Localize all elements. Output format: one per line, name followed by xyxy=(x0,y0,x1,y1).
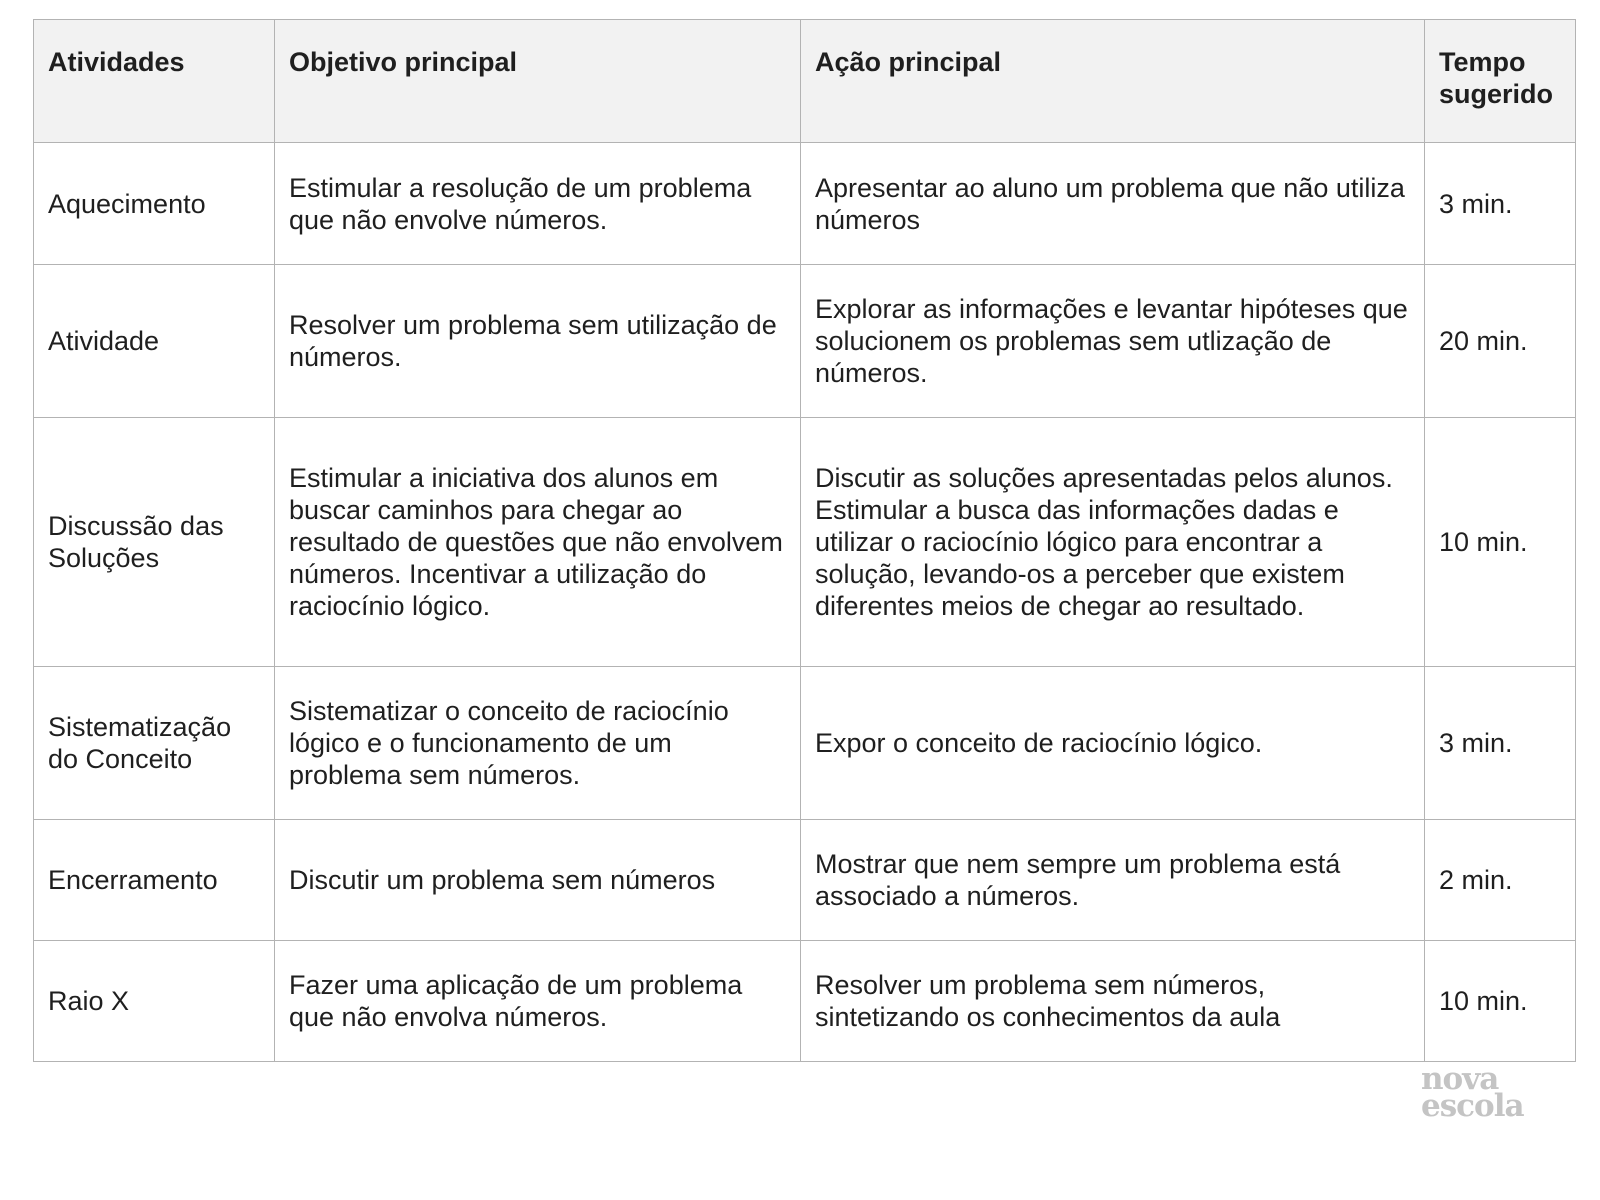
cell-tempo: 3 min. xyxy=(1425,667,1576,820)
cell-acao: Expor o conceito de raciocínio lógico. xyxy=(801,667,1425,820)
cell-objetivo: Sistematizar o conceito de raciocínio lógico e o funcionamento de um problema sem números. xyxy=(275,667,801,820)
cell-objetivo: Fazer uma aplicação de um problema que não envolva números. xyxy=(275,941,801,1062)
cell-acao: Explorar as informações e levantar hipóteses que solucionem os problemas sem utlização de números. xyxy=(801,265,1425,418)
cell-atividade: Aquecimento xyxy=(34,143,275,265)
cell-atividade: Discussão das Soluções xyxy=(34,418,275,667)
cell-objetivo: Resolver um problema sem utilização de números. xyxy=(275,265,801,418)
cell-objetivo: Estimular a resolução de um problema que não envolve números. xyxy=(275,143,801,265)
cell-objetivo: Estimular a iniciativa dos alunos em buscar caminhos para chegar ao resultado de questões que não envolvem números. Incentivar a utilização do raciocínio lógico. xyxy=(275,418,801,667)
header-acao-principal: Ação principal xyxy=(801,20,1425,143)
header-atividades: Atividades xyxy=(34,20,275,143)
cell-tempo: 20 min. xyxy=(1425,265,1576,418)
logo-line-escola: escola xyxy=(1421,1088,1524,1124)
cell-atividade: Encerramento xyxy=(34,820,275,941)
logo-line-nova: nova xyxy=(1421,1061,1499,1097)
table-row xyxy=(34,143,1576,265)
cell-atividade: Sistematização do Conceito xyxy=(34,667,275,820)
lesson-plan-table xyxy=(33,19,1576,1062)
table-row xyxy=(34,265,1576,418)
cell-acao: Resolver um problema sem números, sintetizando os conhecimentos da aula xyxy=(801,941,1425,1062)
cell-tempo: 10 min. xyxy=(1425,418,1576,667)
cell-objetivo: Discutir um problema sem números xyxy=(275,820,801,941)
table-row xyxy=(34,941,1576,1062)
cell-tempo: 10 min. xyxy=(1425,941,1576,1062)
table-row xyxy=(34,418,1576,667)
cell-tempo: 2 min. xyxy=(1425,820,1576,941)
header-tempo-sugerido: Tempo sugerido xyxy=(1425,20,1576,143)
table-row xyxy=(34,667,1576,820)
table-row xyxy=(34,820,1576,941)
table-header-row xyxy=(34,20,1576,143)
cell-atividade: Raio X xyxy=(34,941,275,1062)
cell-acao: Apresentar ao aluno um problema que não utiliza números xyxy=(801,143,1425,265)
cell-tempo: 3 min. xyxy=(1425,143,1576,265)
nova-escola-logo xyxy=(1421,1061,1541,1124)
cell-atividade: Atividade xyxy=(34,265,275,418)
cell-acao: Discutir as soluções apresentadas pelos alunos. Estimular a busca das informações dadas e utilizar o raciocínio lógico para encontrar a solução, levando-os a perceber que existem diferentes meios de chegar ao resultado. xyxy=(801,418,1425,667)
header-objetivo-principal: Objetivo principal xyxy=(275,20,801,143)
cell-acao: Mostrar que nem sempre um problema está associado a números. xyxy=(801,820,1425,941)
